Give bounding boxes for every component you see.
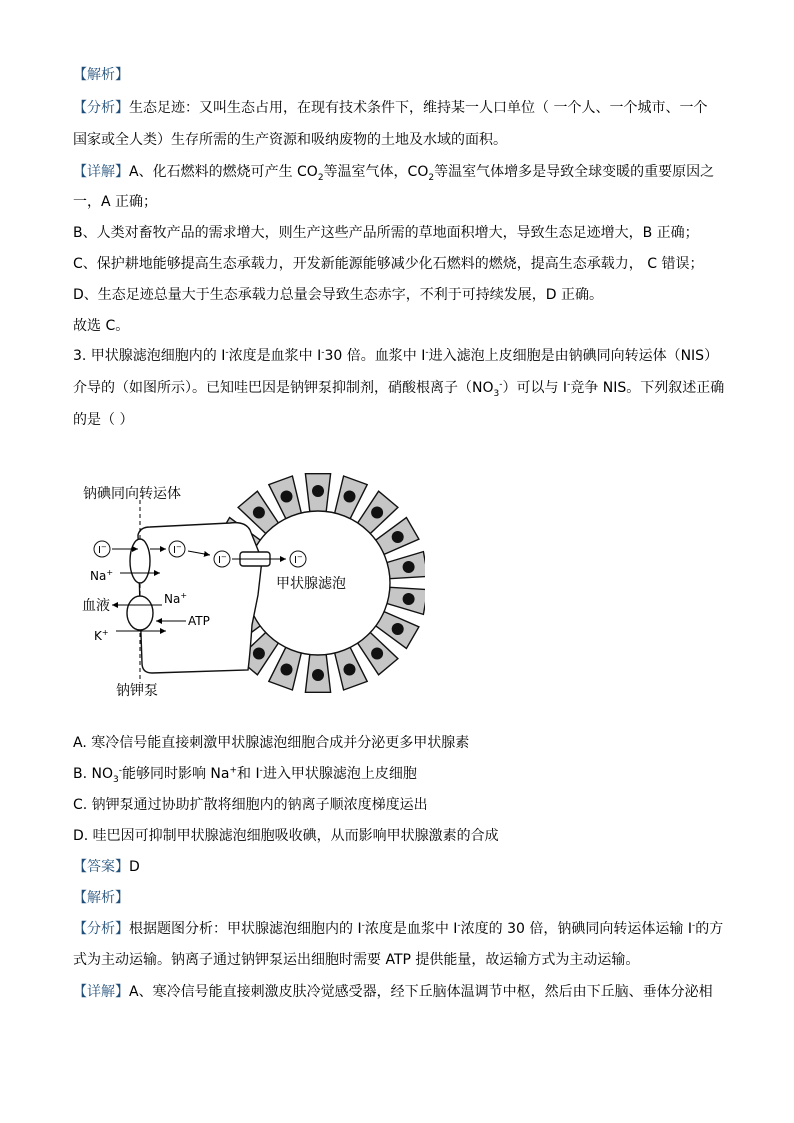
label-nis: 钠碘同向转运体 [83, 486, 181, 502]
para-detail-b: B、人类对畜牧产品的需求增大，则生产这些产品所需的草地面积增大，导致生态足迹增大，B 正确； [73, 225, 699, 241]
cell-nucleus [253, 648, 265, 660]
analysis-line-1: 【分析】根据题图分析：甲状腺滤泡细胞内的 I-浓度是血浆中 I-浓度的 30 倍，钠碘同向转运体运输 I-的方 [73, 920, 724, 937]
cell-nucleus [344, 664, 356, 676]
label-pump: 钠钾泵 [116, 683, 158, 699]
para-detail-d: D、生态足迹总量大于生态承载力总量会导致生态赤字，不利于可持续发展，D 正确。 [73, 287, 604, 303]
para-analysis-1: 【分析】生态足迹：又叫生态占用，在现有技术条件下，维持某一人口单位（ 一个人、一个城市、一个 [73, 100, 708, 116]
option-a: A. 寒冷信号能直接刺激甲状腺滤泡细胞合成并分泌更多甲状腺素 [73, 735, 470, 751]
option-c: C. 钠钾泵通过协助扩散将细胞内的钠离子顺浓度梯度运出 [73, 797, 428, 813]
heading-jiexi-2: 【解析】 [73, 890, 129, 906]
detail-line: 【详解】A、寒冷信号能直接刺激皮肤冷觉感受器，经下丘脑体温调节中枢，然后由下丘脑、垂体分泌相 [73, 984, 713, 1000]
answer-line: 【答案】D [73, 859, 140, 875]
cell-nucleus [392, 531, 404, 543]
epithelial-cell [138, 523, 262, 673]
atp-label: ATP [188, 614, 210, 628]
label-follicle: 甲状腺滤泡 [276, 576, 346, 592]
ion-k-label: K+ [94, 628, 109, 643]
question-3-line-2: 介导的（如图所示）。已知哇巴因是钠钾泵抑制剂，硝酸根离子$(NO_3^-)$可以与 I-竞争 NIS。下列叙述正确 [73, 379, 725, 399]
cell-nucleus [312, 485, 324, 497]
cell-nucleus [281, 491, 293, 503]
para-detail-a: 【详解】A、化石燃料的燃烧可产生 $CO_2$等温室气体，$CO_2$等温室气体增多是导致全球变暖的重要原因之 [73, 164, 715, 183]
para-detail-a-cont: 一，A 正确； [73, 194, 158, 210]
cell-nucleus [392, 623, 404, 635]
cell-nucleus [403, 561, 415, 573]
ion-i-apical-label: I− [218, 553, 227, 566]
cell-nucleus [371, 648, 383, 660]
cell-nucleus [253, 507, 265, 519]
cell-nucleus [371, 507, 383, 519]
para-analysis-2: 国家或全人类）生存所需的生产资源和吸纳废物的土地及水域的面积。 [73, 132, 507, 148]
option-b: B. $NO_3^-$能够同时影响 Na+和 I-进入甲状腺滤泡上皮细胞 [73, 765, 417, 785]
ion-i-cytoplasm-label: I− [173, 543, 182, 556]
ion-i-lumen-label: I− [294, 553, 303, 566]
para-detail-c: C、保护耕地能够提高生态承载力，开发新能源能够减少化石燃料的燃烧，提高生态承载力， C 错误； [73, 256, 704, 272]
cell-nucleus [403, 593, 415, 605]
cell-nucleus [281, 664, 293, 676]
na-k-pump [127, 596, 153, 630]
cell-nucleus [312, 669, 324, 681]
ion-na-label: Na+ [90, 568, 114, 583]
cell-nucleus [344, 491, 356, 503]
option-d: D. 哇巴因可抑制甲状腺滤泡细胞吸收碘，从而影响甲状腺激素的合成 [73, 828, 499, 844]
nis-transporter [130, 539, 150, 583]
question-3-line-1: 3. 甲状腺滤泡细胞内的 I-浓度是血浆中 I-30 倍。血浆中 I-进入滤泡上皮细胞是由钠碘同向转运体（NIS） [73, 347, 719, 364]
analysis-line-2: 式为主动运输。钠离子通过钠钾泵运出细胞时需要 ATP 提供能量，故运输方式为主动运输。 [73, 952, 640, 968]
question-3-line-3: 的是（ ） [73, 412, 134, 428]
label-blood: 血液 [82, 598, 110, 614]
para-conclusion: 故选 C。 [73, 318, 130, 334]
ion-na-pump-label: Na+ [164, 591, 188, 606]
ion-i-outside-label: I− [98, 543, 107, 556]
thyroid-follicle-diagram [80, 455, 425, 705]
heading-jiexi: 【解析】 [73, 67, 129, 83]
